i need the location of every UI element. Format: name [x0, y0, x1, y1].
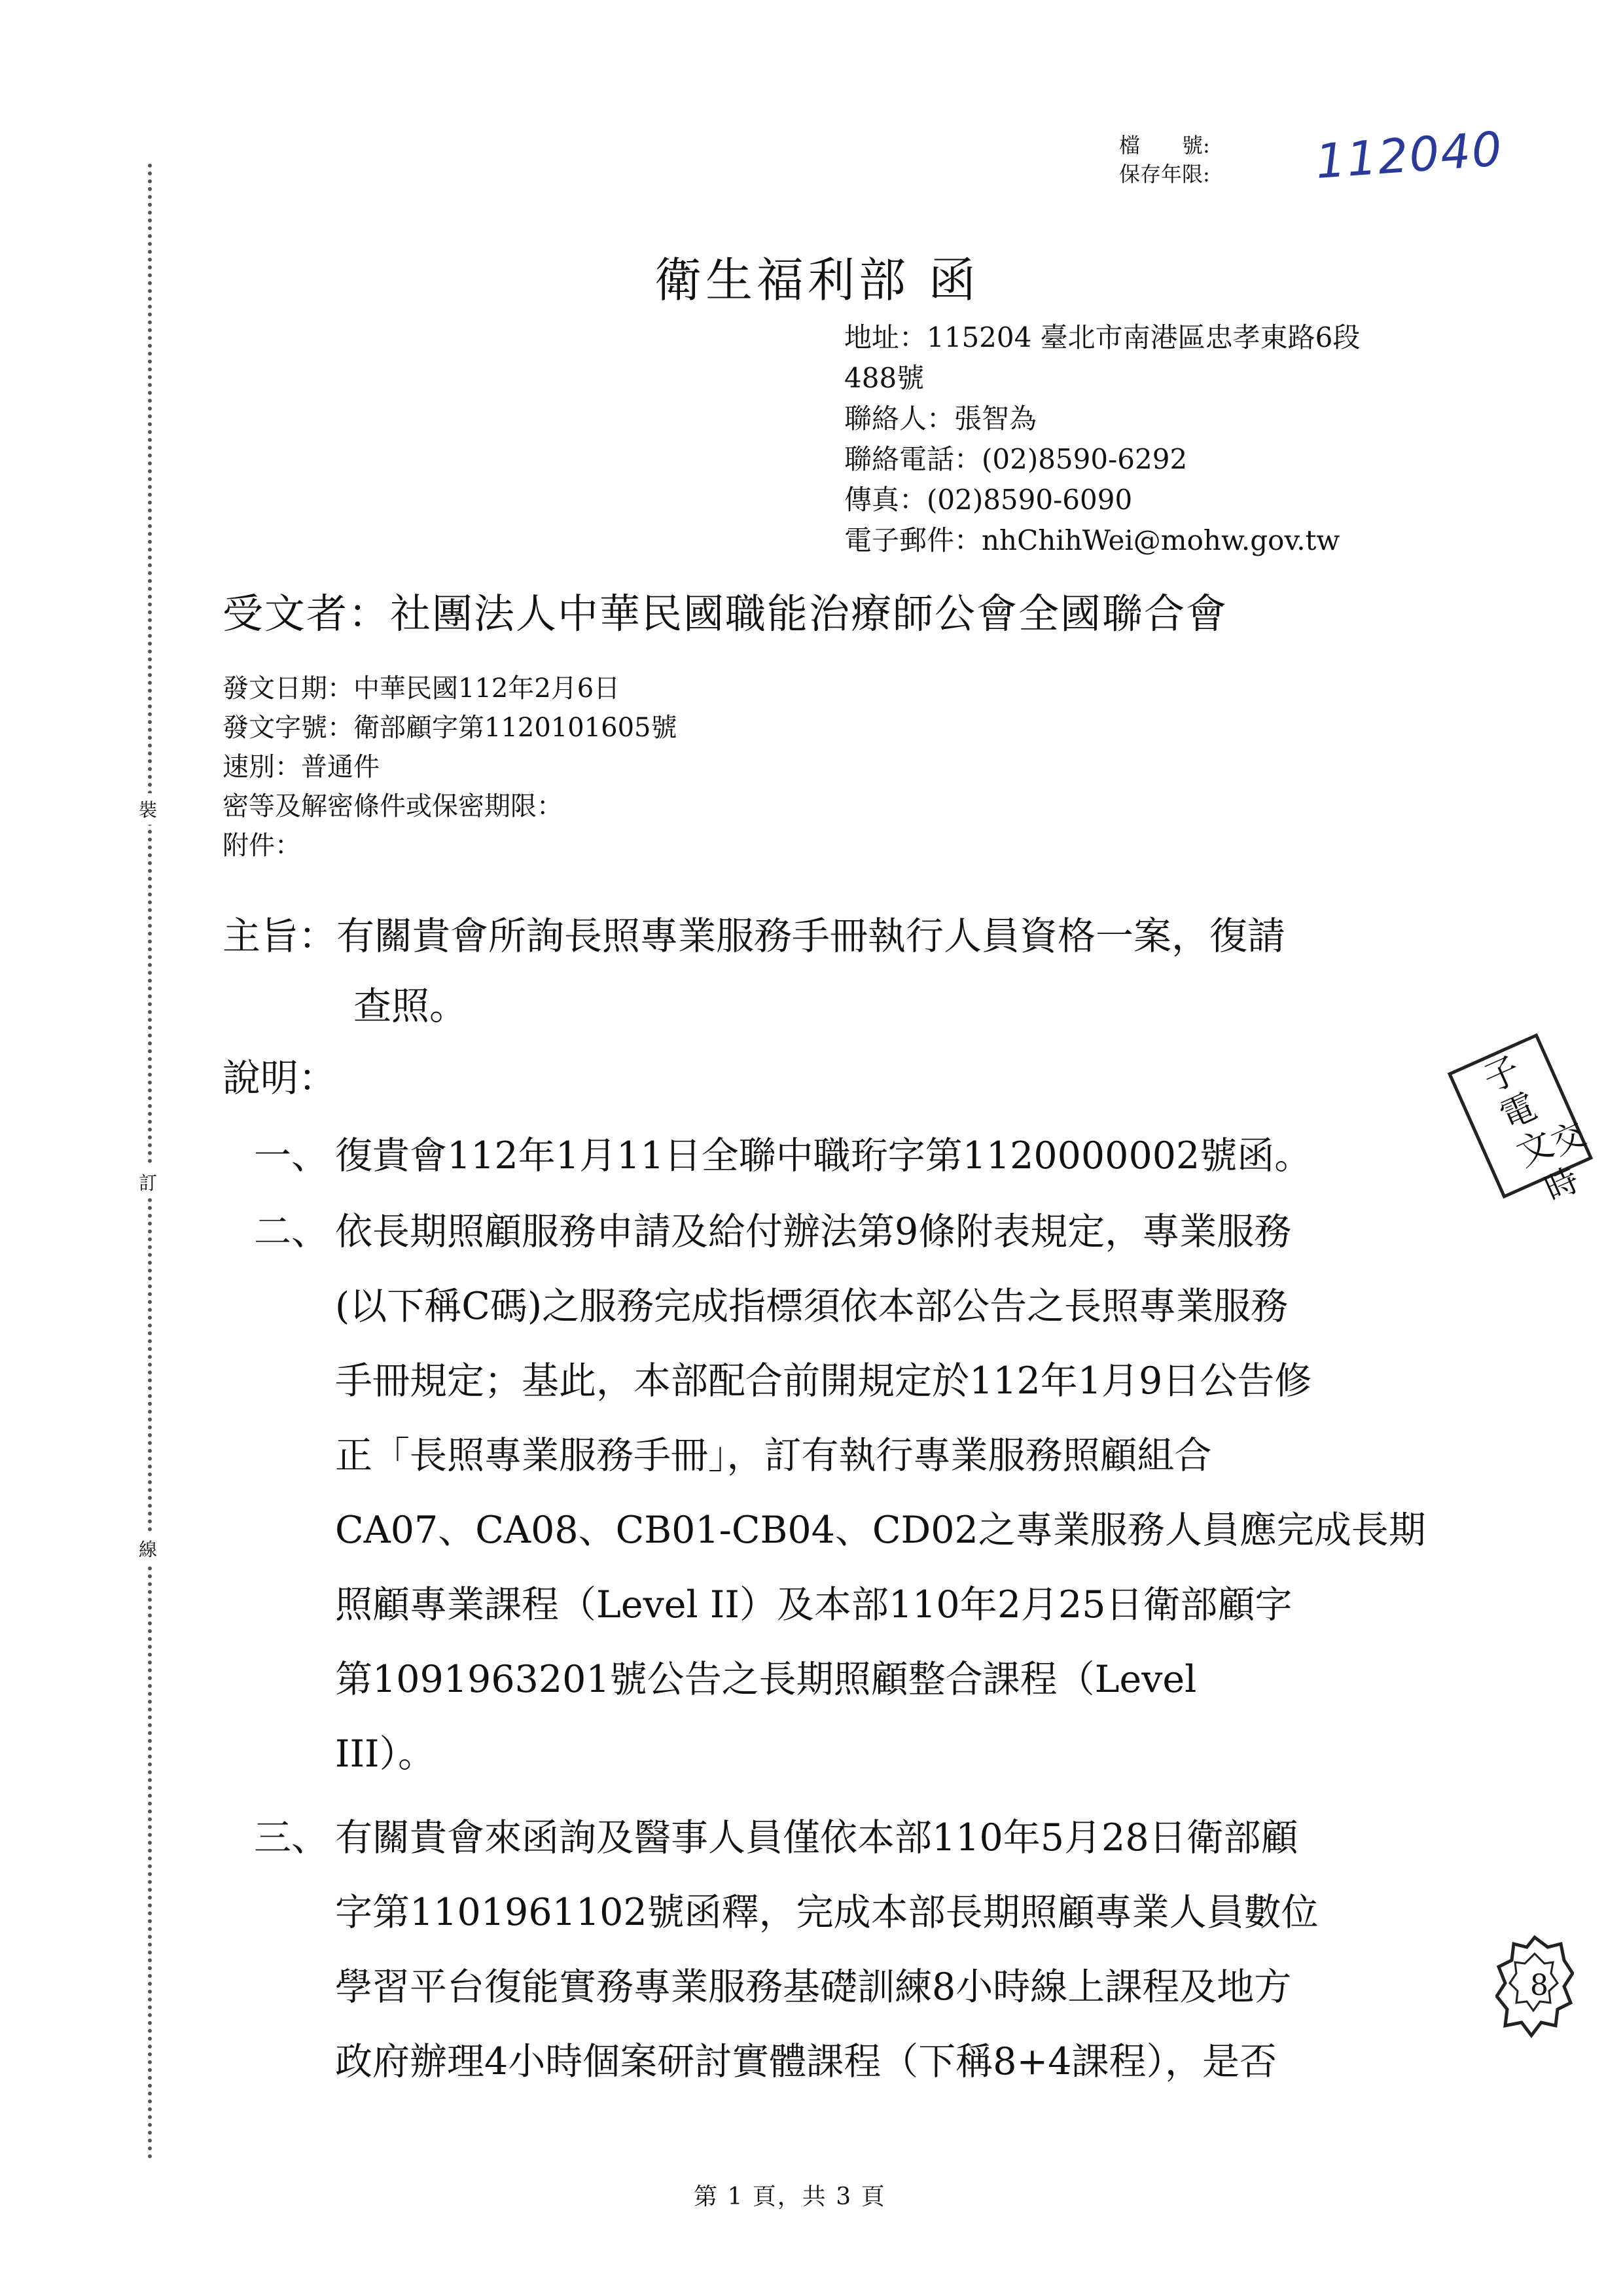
seal-text: 8: [1530, 1969, 1548, 2002]
urgency: 速別：普通件: [223, 752, 380, 782]
item-2-line: 第1091963201號公告之長期照顧整合課程（Level: [335, 1658, 1197, 1701]
document-title: 衛生福利部 函: [654, 253, 980, 308]
item-3-line: 字第1101961102號函釋，完成本部長期照顧專業人員數位: [335, 1891, 1319, 1934]
item-2-line: 手冊規定；基此，本部配合前開規定於112年1月9日公告修: [335, 1359, 1312, 1403]
contact-fax: 傳真：(02)8590-6090: [844, 484, 1133, 516]
recipient: 受文者：社團法人中華民國職能治療師公會全國聯合會: [223, 590, 1228, 637]
stamp-char: 電: [1493, 1085, 1543, 1138]
stamp-char: 文: [1510, 1122, 1560, 1175]
attachments: 附件：: [223, 831, 301, 861]
binding-char-ding: 訂: [139, 1166, 157, 1198]
issue-number: 發文字號：衛部顧字第1120101605號: [223, 713, 677, 743]
item-3-number: 三、: [254, 1816, 329, 1859]
stamp-char: 交: [1545, 1114, 1592, 1163]
meta-block: [223, 669, 677, 865]
file-no-label: 檔 號:: [1119, 133, 1210, 158]
issue-date: 發文日期：中華民國112年2月6日: [223, 673, 620, 704]
item-2-line: (以下稱C碼)之服務完成指標須依本部公告之長照專業服務: [335, 1285, 1289, 1328]
item-1-number: 一、: [254, 1134, 329, 1177]
file-info-labels: [1119, 131, 1210, 188]
item-1-line: 復貴會112年1月11日全聯中職珩字第1120000002號函。: [335, 1134, 1312, 1177]
item-2-line: III）。: [335, 1732, 436, 1776]
contact-address-cont: 488號: [844, 362, 925, 394]
subject-line-2: 查照。: [353, 984, 468, 1028]
item-2-number: 二、: [254, 1210, 329, 1253]
subject-line-1: 主旨：有關貴會所詢長照專業服務手冊執行人員資格一案，復請: [223, 914, 1286, 958]
item-2-line: 照顧專業課程（Level II）及本部110年2月25日衛部顧字: [335, 1583, 1293, 1626]
item-2-line: CA07、CA08、CB01-CB04、CD02之專業服務人員應完成長期: [335, 1509, 1426, 1552]
item-2-line: 依長期照顧服務申請及給付辦法第9條附表規定，專業服務: [335, 1210, 1292, 1253]
contact-block: [844, 317, 1360, 561]
contact-address: 地址：115204 臺北市南港區忠孝東路6段: [844, 321, 1361, 353]
retention-label: 保存年限:: [1119, 162, 1210, 187]
item-3-line: 政府辦理4小時個案研討實體課程（下稱8+4課程），是否: [335, 2040, 1277, 2083]
item-2-line: 正「長照專業服務手冊」，訂有執行專業服務照顧組合: [335, 1434, 1212, 1477]
contact-email: 電子郵件：nhChihWei@mohw.gov.tw: [844, 524, 1340, 556]
item-3-line: 有關貴會來函詢及醫事人員僅依本部110年5月28日衛部顧: [335, 1816, 1298, 1859]
stamp-char: 子: [1477, 1048, 1527, 1101]
stamp-char: 時: [1539, 1160, 1585, 1209]
confidentiality: 密等及解密條件或保密期限：: [223, 791, 563, 821]
explanation-label: 說明：: [223, 1056, 337, 1100]
binding-char-xian: 線: [139, 1533, 157, 1564]
contact-phone: 聯絡電話：(02)8590-6292: [844, 443, 1188, 475]
item-3-line: 學習平台復能實務專業服務基礎訓練8小時線上課程及地方: [335, 1965, 1292, 2009]
contact-person: 聯絡人：張智為: [844, 403, 1037, 435]
file-no-handwritten: 112040: [1313, 121, 1505, 189]
binding-dotted-line: [148, 164, 152, 2160]
page-footer: 第 1 頁，共 3 頁: [694, 2183, 886, 2210]
binding-char-zhuang: 裝: [139, 793, 157, 825]
